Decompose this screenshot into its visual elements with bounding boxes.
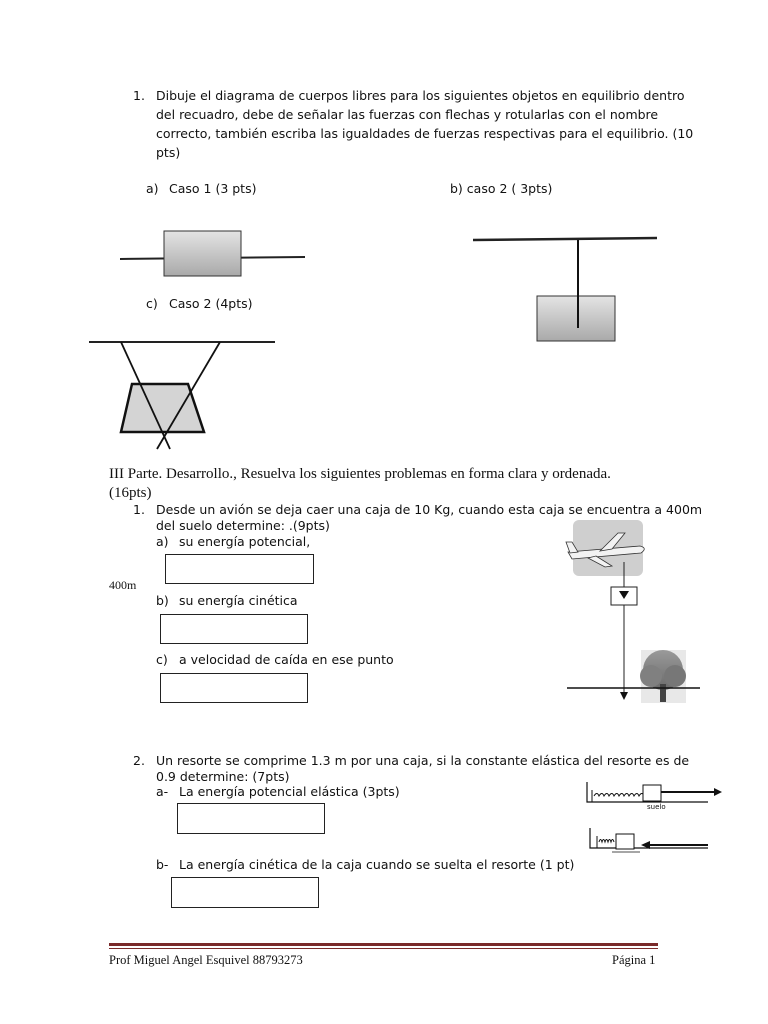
part3-heading-line1: III Parte. Desarrollo., Resuelva los siguientes problemas en forma clara y ordenada. [109, 466, 611, 482]
floor-label: suelo [647, 803, 666, 811]
p2-b-label: La energía cinética de la caja cuando se suelta el resorte (1 pt) [179, 857, 575, 872]
p1-c-label: a velocidad de caída en ese punto [179, 652, 394, 667]
p1-b-label: su energía cinética [179, 593, 298, 608]
p2-line2: 0.9 determine: (7pts) [156, 769, 290, 784]
height-label: 400m [109, 578, 137, 592]
case-a-label: Caso 1 (3 pts) [169, 181, 257, 196]
p2-b-marker: b- [156, 857, 169, 872]
p2-a-marker: a- [156, 784, 169, 799]
q1-text-line: Dibuje el diagrama de cuerpos libres para los siguientes objetos en equilibrio dentro [156, 88, 685, 103]
p2-number: 2. [133, 753, 145, 768]
p1-a-marker: a) [156, 534, 169, 549]
q1-text-line: correcto, también escriba las igualdades de fuerzas respectivas para el equilibrio. (10 [156, 126, 694, 141]
q1-text-line: del recuadro, debe de señalar las fuerzas con flechas y rotularlas con el nombre [156, 107, 659, 122]
footer-author: Prof Miguel Angel Esquivel 88793273 [109, 953, 303, 967]
p1-a-label: su energía potencial, [179, 534, 311, 549]
footer-rule [109, 943, 658, 946]
footer-rule-thin [109, 948, 658, 949]
p2-line1: Un resorte se comprime 1.3 m por una caja, si la constante elástica del resorte es de [156, 753, 690, 768]
p2-a-label: La energía potencial elástica (3pts) [179, 784, 400, 799]
case-a-marker: a) [146, 181, 159, 196]
p1-line2: del suelo determine: .(9pts) [156, 518, 330, 533]
p1-c-marker: c) [156, 652, 168, 667]
p1-b-marker: b) [156, 593, 169, 608]
case-c-marker: c) [146, 296, 158, 311]
p1-number: 1. [133, 502, 145, 517]
part3-heading-line2: (16pts) [109, 485, 152, 501]
p1-line1: Desde un avión se deja caer una caja de 10 Kg, cuando esta caja se encuentra a 400m [156, 502, 703, 517]
q1-number: 1. [133, 88, 145, 103]
q1-text-line: pts) [156, 145, 181, 160]
case-b-label: b) caso 2 ( 3pts) [450, 181, 553, 196]
footer-page-number: Página 1 [612, 953, 656, 967]
case-c-label: Caso 2 (4pts) [169, 296, 253, 311]
